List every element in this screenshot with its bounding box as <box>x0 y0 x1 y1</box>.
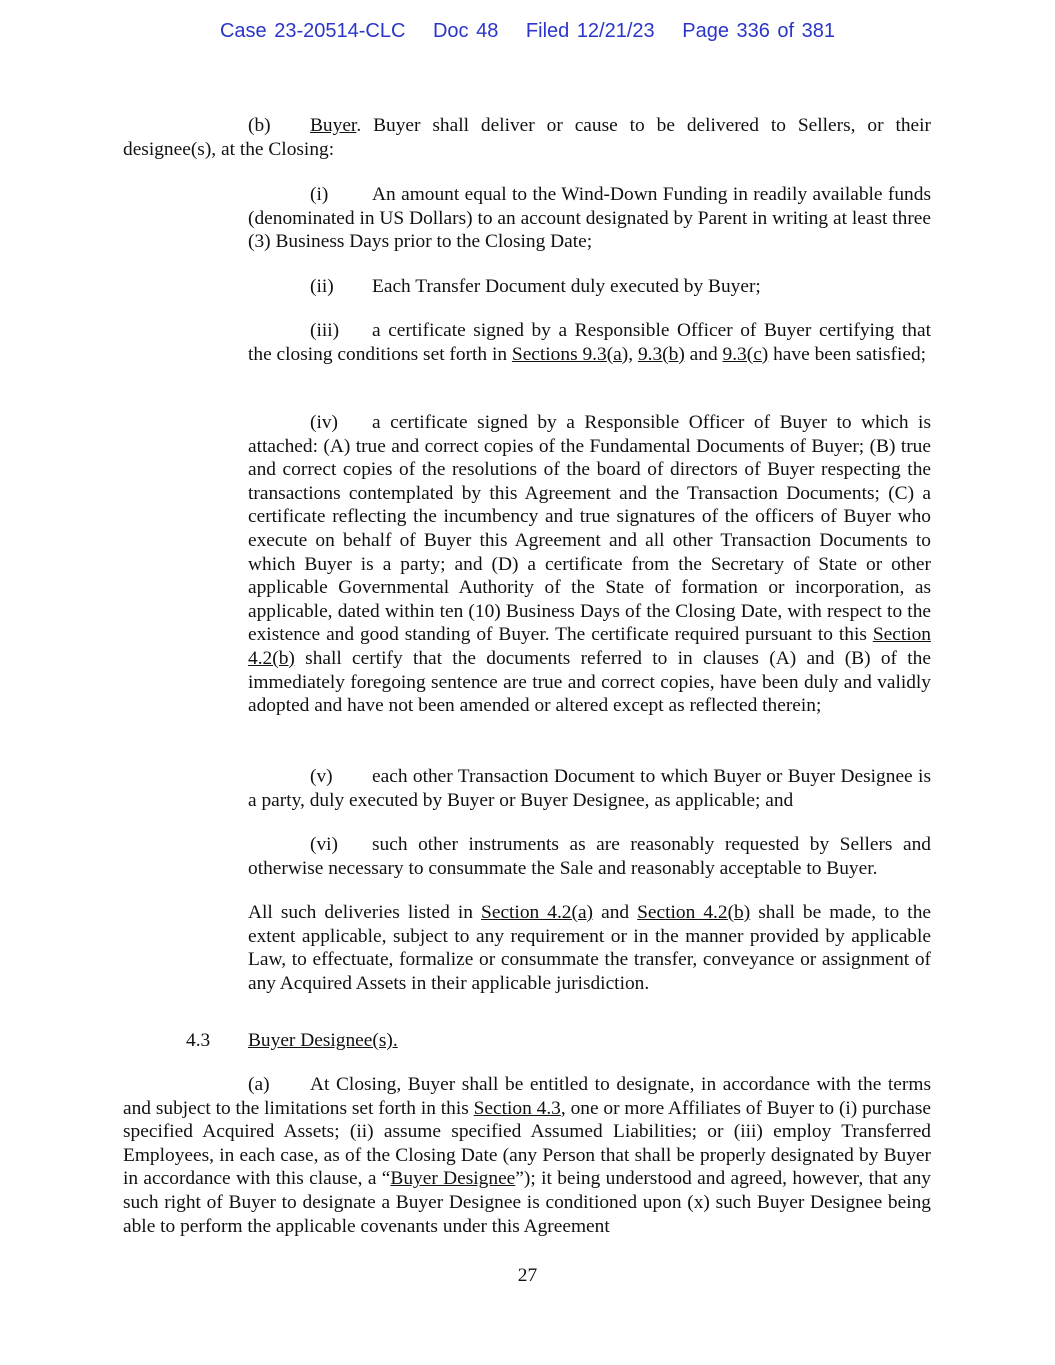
case-number: Case 23-20514-CLC <box>219 20 406 42</box>
item-ii-label: (ii) <box>310 276 334 297</box>
section-4-2a-link: Section 4.2(a) <box>481 902 594 923</box>
item-ii-text: Each Transfer Document duly executed by Buyer; <box>372 276 761 297</box>
section-9-3c-link: 9.3(c) <box>722 343 769 365</box>
section-b-label: (b) <box>248 115 271 136</box>
item-v-label: (v) <box>310 766 333 787</box>
item-iv-text-a: a certificate signed by a Responsible Officer of Buyer to which is attached: (A) true and correct copies of the Fundamental Documents of Buyer; (B) true and correct copies of the resolutions of the board of directors of Buyer respecting the transactions contemplated by this Agreement and the Transaction Documents; (C) a certificate reflecting the incumbency and true signatures of the officers of Buyer who execute on behalf of Buyer this Agreement and all other Transaction Documents to which Buyer is a party; and (D) a certificate from the Secretary of State or other applicable Governmental Authority of the State of formation or incorporation, as applicable, dated within ten (10) Business Days of the Closing Date, with respect to the existence and good standing of Buyer. The certificate required pursuant to this <box>248 412 931 646</box>
section-b-title: Buyer <box>310 115 357 136</box>
item-i-paragraph <box>248 183 931 254</box>
buyer-designee-term: Buyer Designee <box>390 1168 516 1190</box>
item-iii-text-a: a certificate signed by a Responsible Officer of Buyer certifying that the closing conditions set forth in <box>248 320 931 365</box>
item-iv-label: (iv) <box>310 412 338 433</box>
section-4-3a-text-a: At Closing, Buyer shall be entitled to designate, in accordance with the terms and subject to the limitations set forth in this <box>123 1074 931 1119</box>
deliveries-paragraph <box>248 901 931 995</box>
doc-number: Doc 48 <box>432 20 499 42</box>
page-indicator: Page 336 of 381 <box>682 20 836 42</box>
item-iv-text-b: shall certify that the documents referred to in clauses (A) and (B) of the immediately foregoing sentence are true and correct copies, have been duly and validly adopted and have not been amended or altered except as reflected therein; <box>248 647 931 717</box>
section-4-2b-link: Section 4.2(b) <box>248 624 931 669</box>
item-v-paragraph <box>248 765 931 812</box>
filed-date: Filed 12/21/23 <box>525 20 655 42</box>
section-4-3a-label: (a) <box>248 1074 270 1095</box>
item-iii-text-b: have been satisfied; <box>768 343 927 365</box>
section-4-3a-paragraph <box>123 1073 931 1238</box>
section-4-3-title: Buyer Designee(s). <box>248 1030 398 1051</box>
item-iv-paragraph <box>248 411 931 718</box>
court-filing-header <box>0 20 1055 43</box>
item-vi-text: such other instruments as are reasonably requested by Sellers and otherwise necessary to consummate the Sale and reasonably acceptable to Buyer. <box>248 834 931 879</box>
item-iii-sep-1: , <box>628 343 638 365</box>
page-number: 27 <box>517 1265 538 1286</box>
section-b-paragraph <box>123 114 931 161</box>
item-iii-paragraph <box>248 319 931 366</box>
section-b-text: . Buyer shall deliver or cause to be delivered to Sellers, or their designee(s), at the Closing: <box>123 115 931 160</box>
section-9-3a-link: Sections 9.3(a) <box>511 343 629 365</box>
section-4-3a-text-c: ”); it being understood and agreed, however, that any such right of Buyer to designate a Buyer Designee is conditioned upon (x) such Buyer Designee being able to perform the applicable covenants under this Agreement <box>123 1168 931 1237</box>
item-i-label: (i) <box>310 184 329 205</box>
item-ii-paragraph <box>248 275 931 299</box>
item-iii-sep-2: and <box>684 343 723 365</box>
deliveries-text-a: All such deliveries listed in <box>248 902 482 923</box>
deliveries-mid: and <box>593 902 638 923</box>
item-v-text: each other Transaction Document to which Buyer or Buyer Designee is a party, duly executed by Buyer or Buyer Designee, as applicable; and <box>248 766 931 811</box>
section-4-3-number: 4.3 <box>186 1030 211 1051</box>
section-4-2b-link-2: Section 4.2(b) <box>637 902 751 923</box>
section-4-3a-text-b: , one or more Affiliates of Buyer to (i) purchase specified Acquired Assets; (ii) assume specified Assumed Liabilities; or (iii) employ Transferred Employees, in each case, as of the Closing Date (any Person that shall be properly designated by Buyer in accordance with this clause, a “ <box>123 1097 932 1190</box>
section-4-3-link: Section 4.3 <box>473 1097 561 1119</box>
section-4-3-heading <box>186 1029 398 1053</box>
section-9-3b-link: 9.3(b) <box>637 343 685 365</box>
deliveries-text-b: shall be made, to the extent applicable, subject to any requirement or in the manner provided by applicable Law, to effectuate, formalize or consummate the transfer, conveyance or assignment of any Acquired Assets in their applicable jurisdiction. <box>248 902 931 994</box>
item-iii-label: (iii) <box>310 320 340 341</box>
item-i-text: An amount equal to the Wind-Down Funding in readily available funds (denominated in US Dollars) to an account designated by Parent in writing at least three (3) Business Days prior to the Closing Date; <box>248 184 931 253</box>
item-vi-paragraph <box>248 833 931 880</box>
item-vi-label: (vi) <box>310 834 338 855</box>
